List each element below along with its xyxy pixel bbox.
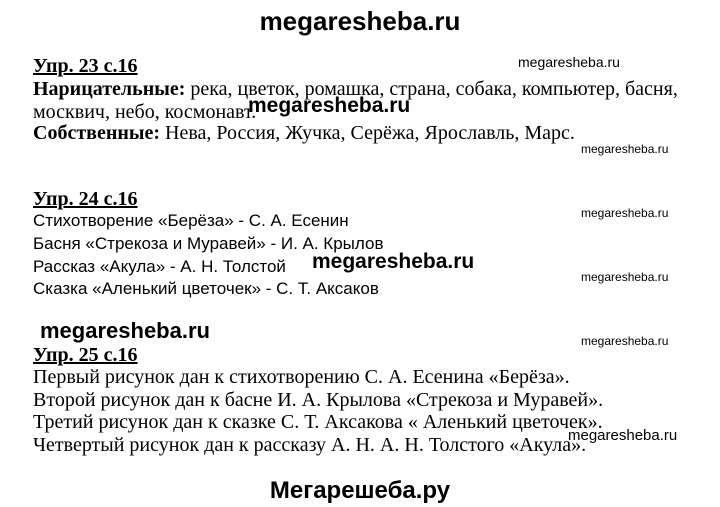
watermark-bold: megaresheba.ru [248,94,411,117]
watermark-small: megaresheba.ru [568,427,678,444]
common-nouns-list: река, цветок, ромашка, страна, собака, компьютер, басня, [185,78,678,100]
proper-nouns-line [33,122,575,144]
watermark-bold: megaresheba.ru [40,318,210,343]
common-nouns-label: Нарицательные: [33,78,186,100]
exercise-25-heading: Упр. 25 с.16 [33,344,138,366]
proper-nouns-list: Нева, Россия, Жучка, Серёжа, Ярославль, Марс. [160,122,575,144]
ex25-line: Третий рисунок дан к сказке С. Т. Аксакова « Аленький цветочек». [33,411,603,433]
watermark-small: megaresheba.ru [581,270,669,284]
ex24-line: Стихотворение «Берёза» - С. А. Есенин [33,211,349,230]
ex25-line: Первый рисунок дан к стихотворению С. А. Есенина «Берёза». [33,366,570,388]
proper-nouns-label: Собственные: [33,122,161,144]
exercise-24-heading: Упр. 24 с.16 [33,188,138,210]
watermark-small: megaresheba.ru [581,142,669,156]
ex24-line: Сказка «Аленький цветочек» - С. Т. Аксаков [33,279,379,298]
ex25-line: Четвертый рисунок дан к рассказу А. Н. А. Н. Толстого «Акула». [33,434,587,456]
watermark-bold: megaresheba.ru [312,250,475,273]
watermark-small: megaresheba.ru [581,334,669,348]
footer-watermark: Мегарешеба.ру [269,477,451,504]
watermark-small: megaresheba.ru [518,54,620,70]
header-watermark: megaresheba.ru [259,6,461,36]
ex24-line: Басня «Стрекоза и Муравей» - И. А. Крылов [33,234,384,253]
common-nouns-line2: москвич, небо, космонавт. [33,101,257,123]
ex25-line: Второй рисунок дан к басне И. А. Крылова «Стрекоза и Муравей». [33,389,604,411]
ex24-line: Рассказ «Акула» - А. Н. Толстой [33,257,286,276]
exercise-23-heading: Упр. 23 с.16 [33,55,138,77]
watermark-small: megaresheba.ru [581,206,669,220]
